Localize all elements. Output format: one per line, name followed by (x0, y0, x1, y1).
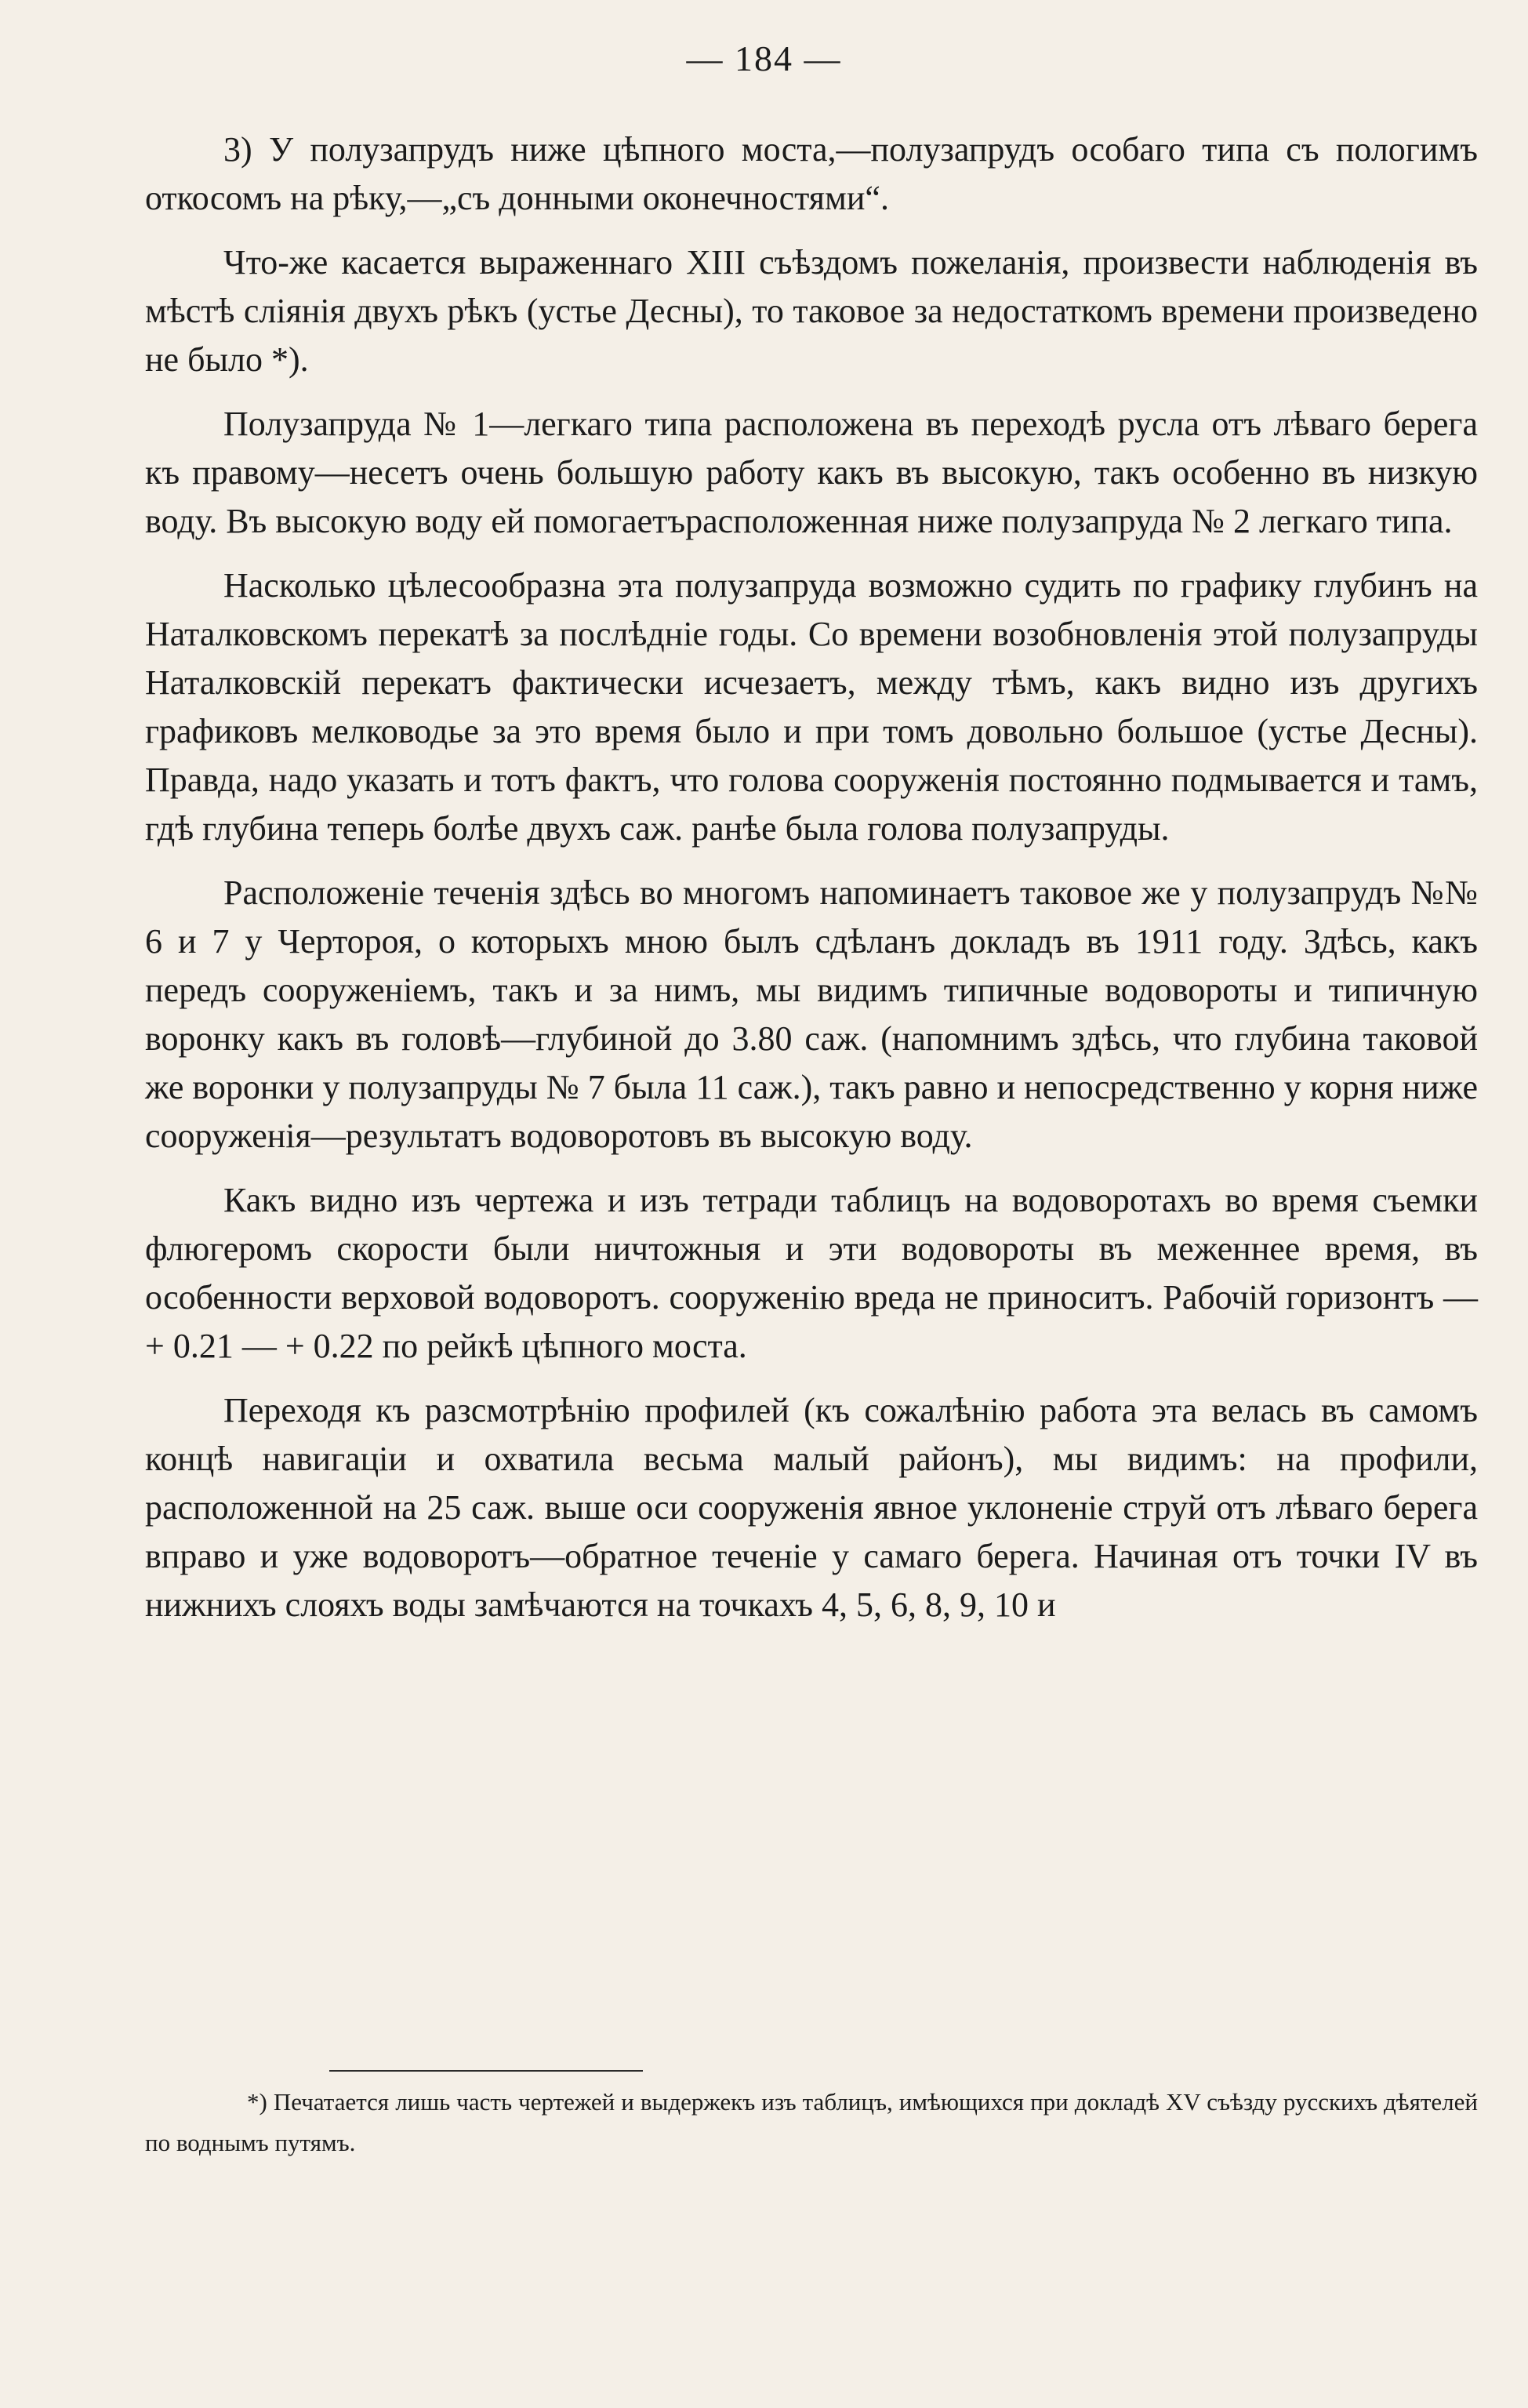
paragraph: Переходя къ разсмотрѣнію профилей (къ сожалѣнію работа эта велась въ самомъ концѣ навигаціи и охватила весьма малый районъ), мы видимъ: на профили, расположенной на 25 саж. выше оси сооруженія явное уклоненіе струй отъ лѣваго берега вправо и уже водоворотъ—обратное теченіе у самаго берега. Начиная отъ точки IV въ нижнихъ слояхъ воды замѣчаются на точкахъ 4, 5, 6, 8, 9, 10 и (145, 1391, 1478, 1624)
paragraph: Насколько цѣлесообразна эта полузапруда возможно судить по графику глубинъ на Наталковскомъ перекатѣ за послѣдніе годы. Со времени возобновленія этой полузапруды Наталковскій перекатъ фактически исчезаетъ, между тѣмъ, какъ видно изъ другихъ графиковъ мелководье за это время было и при томъ довольно большое (устье Десны). Правда, надо указать и тотъ фактъ, что голова сооруженія постоянно подмывается и тамъ, гдѣ глубина теперь болѣе двухъ саж. ранѣе была голова полузапруды. (145, 566, 1478, 848)
paragraph: 3) У полузапрудъ ниже цѣпного моста,—полузапрудъ особаго типа съ пологимъ откосомъ на рѣку,—„съ донными оконечностями“. (145, 130, 1478, 217)
body-text (145, 125, 1478, 1645)
page-number: — 184 — (686, 38, 842, 78)
paragraph: Расположеніе теченія здѣсь во многомъ напоминаетъ таковое же у полузапрудъ №№ 6 и 7 у Чертороя, о которыхъ мною былъ сдѣланъ докладъ въ 1911 году. Здѣсь, какъ передъ сооруженіемъ, такъ и за нимъ, мы видимъ типичные водовороты и типичную воронку какъ въ головѣ—глубиной до 3.80 саж. (напомнимъ здѣсь, что глубина таковой же воронки у полузапруды № 7 была 11 саж.), такъ равно и непосредственно у корня ниже сооруженія—результатъ водоворотовъ въ высокую воду. (145, 873, 1478, 1155)
paragraph: Какъ видно изъ чертежа и изъ тетради таблицъ на водоворотахъ во время съемки флюгеромъ скорости были ничтожныя и эти водовороты въ меженнее время, въ особенности верховой водоворотъ. сооруженію вреда не приноситъ. Рабочій горизонтъ — + 0.21 — + 0.22 по рейкѣ цѣпного моста. (145, 1181, 1478, 1365)
footnote: *) Печатается лишь часть чертежей и выдержекъ изъ таблицъ, имѣющихся при докладѣ XV съѣзду русскихъ дѣятелей по воднымъ путямъ. (145, 2088, 1478, 2156)
paragraph: Полузапруда № 1—легкаго типа расположена въ переходѣ русла отъ лѣваго берега къ правому—несетъ очень большую работу какъ въ высокую, такъ особенно въ низкую воду. Въ высокую воду ей помогаетърасположенная ниже полузапруда № 2 легкаго типа. (145, 405, 1478, 540)
footnote-divider (329, 2070, 643, 2072)
paragraph: Что-же касается выраженнаго XIII съѣздомъ пожеланія, произвести наблюденія въ мѣстѣ сліянія двухъ рѣкъ (устье Десны), то таковое за недостаткомъ времени произведено не было *). (145, 243, 1478, 379)
